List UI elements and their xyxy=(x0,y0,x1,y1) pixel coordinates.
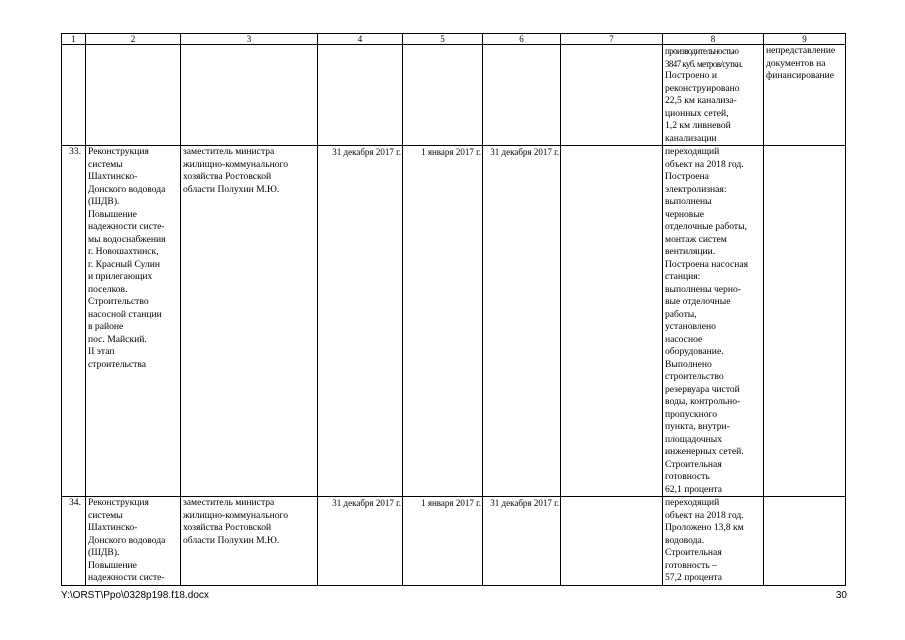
deadline-cell: 31 декабря 2017 г. xyxy=(318,497,403,586)
column-number: 7 xyxy=(561,34,663,45)
row-number-cell: 33. xyxy=(62,146,86,497)
column-number: 1 xyxy=(62,34,86,45)
table-row xyxy=(62,497,846,586)
end-date-cell xyxy=(483,45,561,146)
project-name-cell: Реконструкция системы Шахтинско- Донского водовода (ШДВ). Повышение надежности систе- xyxy=(86,497,181,586)
status-text-condensed: производительностью 3847 куб. метров/сутки. xyxy=(665,46,743,69)
row-number-cell: 34. xyxy=(62,497,86,586)
note-cell: непредставление документов на финансирование xyxy=(764,45,846,146)
column-7-cell xyxy=(561,45,663,146)
responsible-cell: заместитель министра жилищно-коммунального хозяйства Ростовской области Полухин М.Ю. xyxy=(181,497,318,586)
deadline-cell xyxy=(318,45,403,146)
column-number: 5 xyxy=(403,34,483,45)
end-date-cell: 31 декабря 2017 г. xyxy=(483,497,561,586)
status-cell: переходящий объект на 2018 год. Проложено 13,8 км водовода. Строительная готовность – 57,2 процента xyxy=(663,497,764,586)
project-name-cell: Реконструкция системы Шахтинско- Донского водовода (ШДВ). Повышение надежности систе- мы водоснабжения г. Новошахтинск, г. Красный Сулин и прилегающих поселков. Строительство насосной станции в районе пос. Майский. II этап строительства xyxy=(86,146,181,497)
deadline-cell: 31 декабря 2017 г. xyxy=(318,146,403,497)
table-row xyxy=(62,45,846,146)
start-date-cell: 1 января 2017 г. xyxy=(403,146,483,497)
status-cell: переходящий объект на 2018 год. Построена электролизная: выполнены черновые отделочные работы, монтаж систем вентиляции. Построена насосная станция: выполнены черно- вые отделочные работы, установлено насосное оборудование. Выполнено строительство резервуара чистой воды, контрольно- пропускного пункта, внутри- площадочных инженерных сетей. Строительная готовность 62,1 процента xyxy=(663,146,764,497)
table-row xyxy=(62,146,846,497)
column-number: 3 xyxy=(181,34,318,45)
column-number-row xyxy=(62,34,846,45)
column-7-cell xyxy=(561,497,663,586)
column-7-cell xyxy=(561,146,663,497)
end-date-cell: 31 декабря 2017 г. xyxy=(483,146,561,497)
column-number: 8 xyxy=(663,34,764,45)
column-number: 9 xyxy=(764,34,846,45)
column-number: 2 xyxy=(86,34,181,45)
responsible-cell: заместитель министра жилищно-коммунального хозяйства Ростовской области Полухин М.Ю. xyxy=(181,146,318,497)
project-name-cell xyxy=(86,45,181,146)
footer-file-path: Y:\ORST\Ppo\0328p198.f18.docx xyxy=(61,590,209,601)
note-cell xyxy=(764,146,846,497)
column-number: 6 xyxy=(483,34,561,45)
column-number: 4 xyxy=(318,34,403,45)
report-table xyxy=(61,33,846,586)
responsible-cell xyxy=(181,45,318,146)
row-number-cell xyxy=(62,45,86,146)
note-cell xyxy=(764,497,846,586)
start-date-cell: 1 января 2017 г. xyxy=(403,497,483,586)
start-date-cell xyxy=(403,45,483,146)
status-text: Построено и реконструировано 22,5 км канализа- ционных сетей, 1,2 км ливневой канализации xyxy=(665,70,740,144)
status-cell xyxy=(663,45,764,146)
page-number: 30 xyxy=(835,590,847,601)
